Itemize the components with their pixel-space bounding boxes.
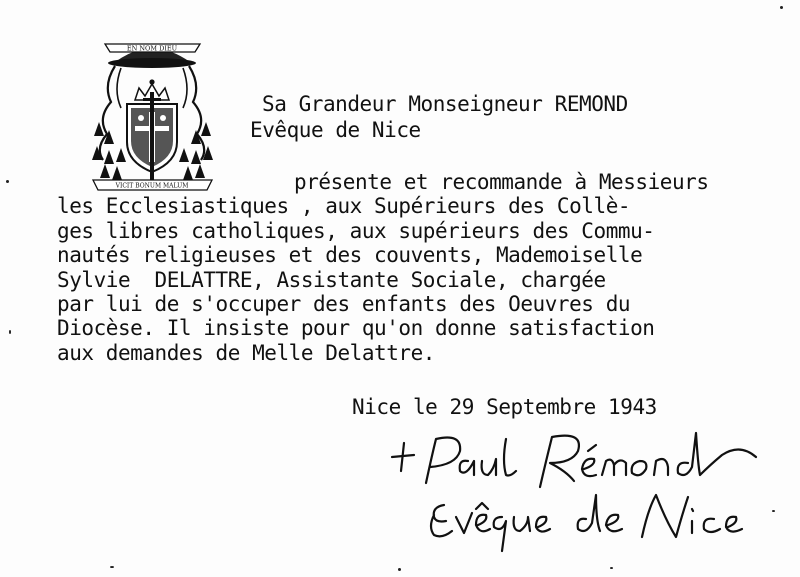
handwritten-signature <box>370 425 770 565</box>
body-line: présente et recommande à Messieurs <box>294 170 709 194</box>
scan-speck <box>9 330 11 334</box>
header-subtitle-line: Evêque de Nice <box>250 118 421 142</box>
crest-motto-top: EN NOM DIEU <box>126 44 178 53</box>
scan-speck <box>6 180 9 183</box>
letter-body <box>57 170 709 365</box>
scan-speck <box>398 568 401 571</box>
scan-speck <box>110 566 114 568</box>
body-line: ges libres catholiques, aux supérieurs des Commu- <box>57 218 655 243</box>
body-line: les Ecclesiastiques , aux Supérieurs des Collè- <box>57 194 631 219</box>
body-line: Sylvie DELATTRE, Assistante Sociale, chargée <box>57 267 606 292</box>
body-line: Diocèse. Il insiste pour qu'on donne satisfaction <box>57 316 655 341</box>
body-line: nautés religieuses et des couvents, Mademoiselle <box>57 243 643 268</box>
scan-speck <box>780 6 783 9</box>
body-line: par lui de s'occuper des enfants des Oeuvres du <box>57 291 631 316</box>
crest-motto-bottom: VICIT BONUM MALUM <box>115 182 189 190</box>
body-line: aux demandes de Melle Delattre. <box>57 340 435 365</box>
scan-speck <box>772 510 775 512</box>
scan-speck <box>610 567 613 569</box>
date-line: Nice le 29 Septembre 1943 <box>352 395 657 419</box>
header-title-line: Sa Grandeur Monseigneur REMOND <box>262 92 628 116</box>
